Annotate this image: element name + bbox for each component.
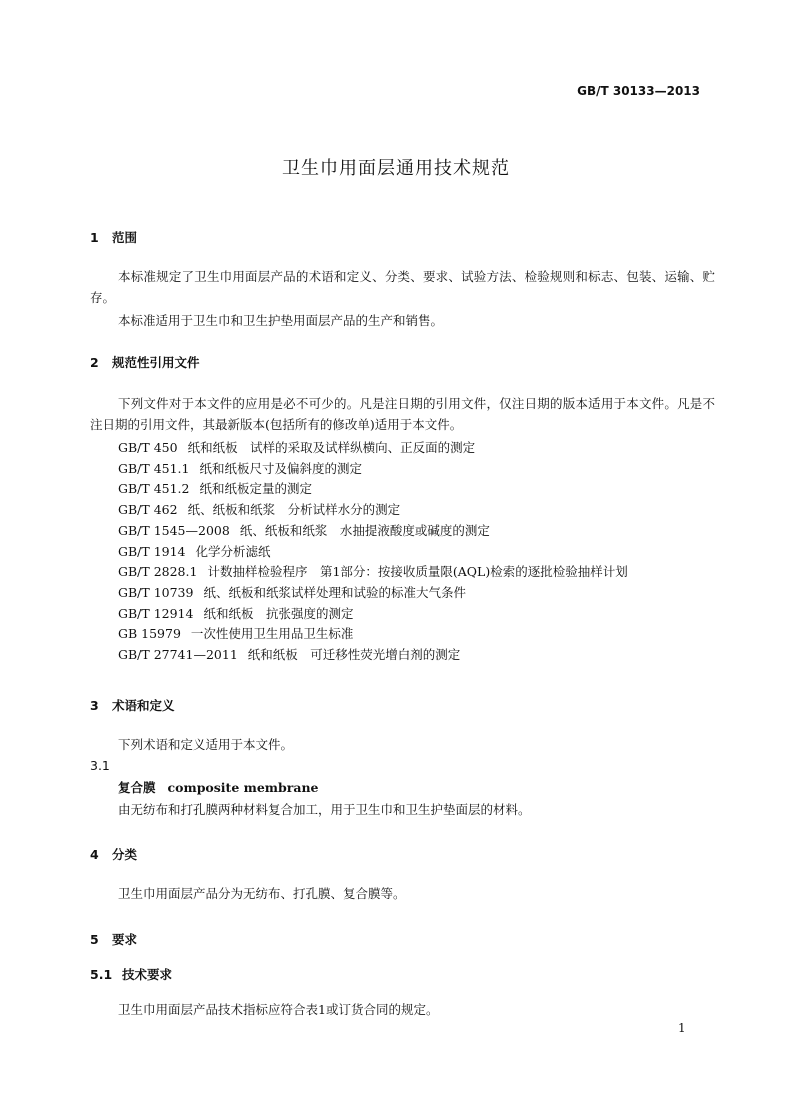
reference-item	[118, 603, 353, 624]
reference-item	[118, 582, 466, 603]
section-number: 4	[90, 847, 99, 862]
reference-item	[118, 561, 628, 582]
reference-item	[118, 541, 271, 562]
reference-title: 纸和纸板尺寸及偏斜度的测定	[199, 460, 362, 476]
page-number: 1	[678, 1021, 686, 1035]
section-3-paragraph-1: 下列术语和定义适用于本文件。	[118, 737, 294, 752]
reference-title: 纸和纸板 可迁移性荧光增白剂的测定	[247, 647, 461, 662]
section-title: 要求	[112, 932, 138, 947]
reference-code: GB/T 10739	[118, 584, 194, 600]
section-3-heading	[90, 696, 175, 714]
section-title: 分类	[112, 847, 138, 862]
reference-item	[118, 520, 490, 541]
section-title: 范围	[112, 230, 138, 245]
section-5-1-paragraph-1: 卫生巾用面层产品技术指标应符合表1或订货合同的规定。	[118, 1002, 439, 1017]
section-1-heading	[90, 228, 137, 246]
reference-code: GB/T 462	[118, 502, 178, 518]
term-english: composite membrane	[167, 780, 319, 795]
section-4-paragraph-1: 卫生巾用面层产品分为无纺布、打孔膜、复合膜等。	[118, 886, 406, 901]
reference-code: GB/T 451.1	[118, 460, 190, 476]
reference-code: GB/T 1545—2008	[118, 522, 230, 538]
reference-item	[118, 437, 475, 458]
subsection-number: 5.1	[90, 967, 113, 982]
reference-item	[118, 478, 312, 499]
term-chinese: 复合膜	[118, 780, 156, 795]
reference-code: GB/T 1914	[118, 543, 186, 559]
section-title: 术语和定义	[112, 698, 175, 713]
reference-item	[118, 623, 353, 644]
reference-code: GB/T 2828.1	[118, 564, 198, 580]
reference-title: 一次性使用卫生用品卫生标准	[190, 626, 354, 642]
term-name	[118, 778, 319, 796]
section-title: 规范性引用文件	[112, 355, 200, 370]
reference-code: GB 15979	[118, 626, 181, 642]
reference-item	[118, 499, 400, 520]
reference-item	[118, 644, 460, 665]
section-number: 5	[90, 932, 99, 947]
section-1-paragraph-2: 本标准适用于卫生巾和卫生护垫用面层产品的生产和销售。	[118, 313, 444, 328]
section-1-paragraph-1: 本标准规定了卫生巾用面层产品的术语和定义、分类、要求、试验方法、检验规则和标志、包装、运输、贮存。	[90, 269, 715, 305]
reference-title: 纸、纸板和纸浆试样处理和试验的标准大气条件	[203, 584, 466, 600]
section-5-heading	[90, 930, 137, 948]
reference-title: 纸、纸板和纸浆 水抽提液酸度或碱度的测定	[239, 522, 490, 538]
section-2-heading	[90, 353, 200, 371]
subsection-title: 技术要求	[122, 967, 173, 982]
section-number: 2	[90, 355, 99, 370]
term-definition: 由无纺布和打孔膜两种材料复合加工，用于卫生巾和卫生护垫面层的材料。	[118, 802, 531, 817]
term-number: 3.1	[90, 758, 110, 773]
reference-code: GB/T 12914	[118, 605, 194, 621]
section-number: 1	[90, 230, 99, 245]
document-title: 卫生巾用面层通用技术规范	[282, 158, 510, 179]
section-number: 3	[90, 698, 99, 713]
reference-title: 纸和纸板定量的测定	[199, 481, 312, 497]
reference-title: 纸和纸板 抗张强度的测定	[203, 605, 354, 621]
section-4-heading	[90, 845, 137, 863]
reference-item	[118, 458, 362, 479]
subsection-5-1-heading	[90, 965, 172, 983]
reference-code: GB/T 27741—2011	[118, 647, 238, 662]
section-2-paragraph-1: 下列文件对于本文件的应用是必不可少的。凡是注日期的引用文件，仅注日期的版本适用于本文件。凡是不注日期的引用文件，其最新版本(包括所有的修改单)适用于本文件。	[90, 396, 715, 432]
reference-title: 计数抽样检验程序 第1部分：按接收质量限(AQL)检索的逐批检验抽样计划	[207, 564, 628, 580]
reference-title: 纸、纸板和纸浆 分析试样水分的测定	[187, 502, 401, 518]
reference-title: 纸和纸板 试样的采取及试样纵横向、正反面的测定	[187, 440, 476, 455]
reference-code: GB/T 450	[118, 440, 178, 455]
reference-code: GB/T 451.2	[118, 481, 190, 497]
standard-code: GB/T 30133—2013	[577, 84, 700, 98]
reference-title: 化学分析滤纸	[195, 543, 271, 559]
